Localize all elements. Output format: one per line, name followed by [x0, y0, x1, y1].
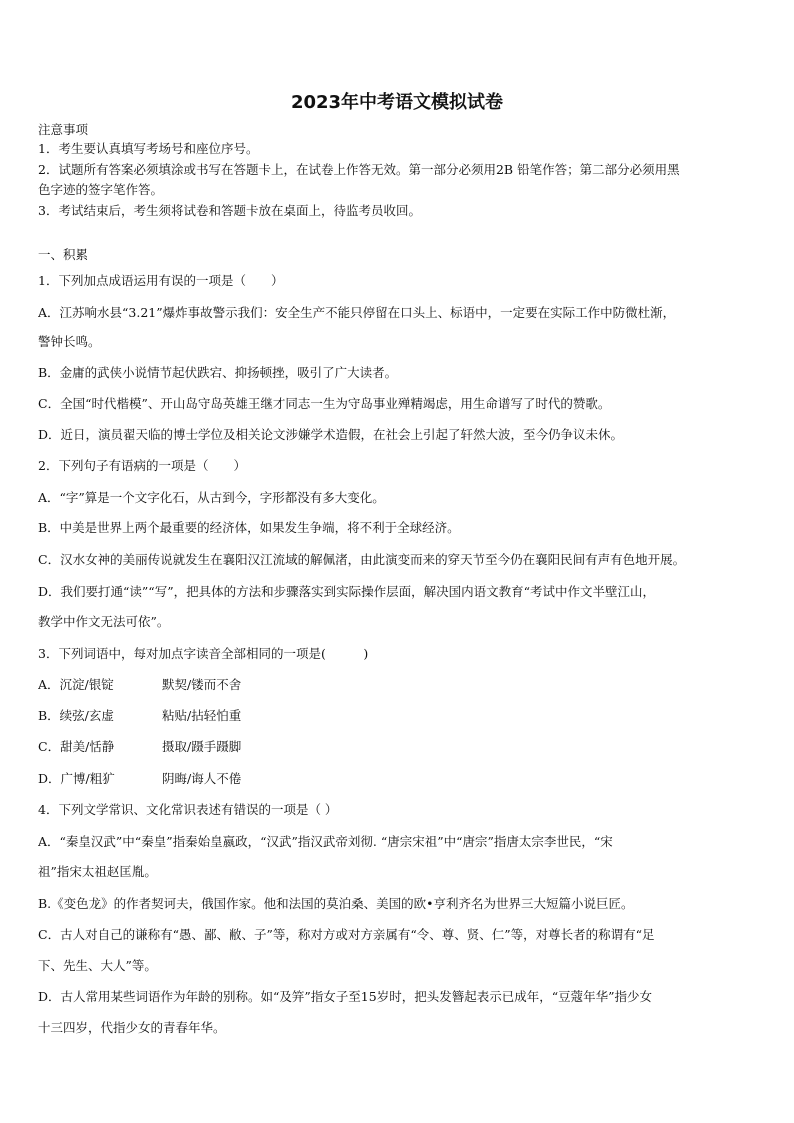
notice-item: 色字迹的签字笔作答。	[38, 182, 164, 197]
question-4-stem: 4．下列文学常识、文化常识表述有错误的一项是（ ）	[38, 802, 338, 817]
option-right: 粘贴/拈轻怕重	[162, 708, 242, 723]
question-2-option-b: B．中美是世界上两个最重要的经济体，如果发生争端，将不利于全球经济。	[38, 520, 460, 535]
question-3-option-b	[38, 707, 758, 724]
question-4-option-c-cont: 下、先生、大人”等。	[38, 958, 157, 973]
question-1-option-c: C．全国“时代楷模”、开山岛守岛英雄王继才同志一生为守岛事业殚精竭虑，用生命谱写了时代的赞歌。	[38, 396, 611, 411]
option-left: B．续弦/玄虚	[38, 708, 114, 723]
option-left: D．广博/粗犷	[38, 771, 115, 786]
notice-item: 1．考生要认真填写考场号和座位序号。	[38, 141, 259, 156]
question-3-stem: 3．下列词语中，每对加点字读音全部相同的一项是( )	[38, 646, 369, 661]
question-3-option-c	[38, 738, 758, 755]
question-1-stem: 1．下列加点成语运用有误的一项是（ ）	[38, 273, 284, 288]
notice-heading: 注意事项	[38, 122, 89, 137]
question-1-option-a: A．江苏响水县“3.21”爆炸事故警示我们：安全生产不能只停留在口头上、标语中，一定要在实际工作中防微杜渐，	[38, 305, 676, 320]
question-2-option-c: C．汉水女神的美丽传说就发生在襄阳汉江流域的解佩渚，由此演变而来的穿天节至今仍在襄阳民间有声有色地开展。	[38, 552, 686, 567]
option-right: 阴晦/诲人不倦	[162, 771, 242, 786]
question-1-option-d: D．近日，演员翟天临的博士学位及相关论文涉嫌学术造假，在社会上引起了轩然大波，至今仍争议未休。	[38, 427, 624, 442]
question-2-option-d: D．我们要打通“读”“写”，把具体的方法和步骤落实到实际操作层面，解决国内语文教育“考试中作文半壁江山，	[38, 584, 655, 599]
question-4-option-a-cont: 祖”指宋太祖赵匡胤。	[38, 864, 157, 879]
question-4-option-d-cont: 十三四岁，代指少女的青春年华。	[38, 1020, 226, 1035]
exam-title: 2023年中考语文模拟试卷	[290, 92, 504, 113]
section-heading: 一、积累	[38, 247, 89, 262]
question-3-option-d	[38, 770, 758, 787]
option-left: A．沉淀/银锭	[38, 677, 114, 692]
option-right: 摄取/蹑手蹑脚	[162, 739, 242, 754]
question-4-option-d: D．古人常用某些词语作为年龄的别称。如“及笄”指女子至15岁时，把头发簪起表示已成年，“豆蔻年华”指少女	[38, 989, 652, 1004]
question-2-option-d-cont: 教学中作文无法可依”。	[38, 614, 170, 629]
question-4-option-c: C．古人对自己的谦称有“愚、鄙、敝、子”等，称对方或对方亲属有“令、尊、贤、仁”等，对尊长者的称谓有“足	[38, 927, 655, 942]
question-2-option-a: A．“字”算是一个文字化石，从古到今，字形都没有多大变化。	[38, 490, 385, 505]
question-2-stem: 2．下列句子有语病的一项是（ ）	[38, 458, 246, 473]
question-1-option-b: B．金庸的武侠小说情节起伏跌宕、抑扬顿挫，吸引了广大读者。	[38, 365, 398, 380]
question-4-option-b: B.《变色龙》的作者契诃夫，俄国作家。他和法国的莫泊桑、美国的欧•亨利齐名为世界三大短篇小说巨匠。	[38, 896, 634, 911]
option-right: 默契/镂而不舍	[162, 677, 242, 692]
notice-item: 2．试题所有答案必须填涂或书写在答题卡上，在试卷上作答无效。第一部分必须用2B 铅笔作答；第二部分必须用黑	[38, 162, 680, 177]
notice-item: 3．考试结束后，考生须将试卷和答题卡放在桌面上，待监考员收回。	[38, 203, 421, 218]
question-1-option-a-cont: 警钟长鸣。	[38, 334, 101, 349]
question-4-option-a: A．“秦皇汉武”中“秦皇”指秦始皇嬴政，“汉武”指汉武帝刘彻. “唐宗宋祖”中“唐宗”指唐太宗李世民，“宋	[38, 834, 613, 849]
option-left: C．甜美/恬静	[38, 739, 115, 754]
question-3-option-a	[38, 676, 758, 693]
